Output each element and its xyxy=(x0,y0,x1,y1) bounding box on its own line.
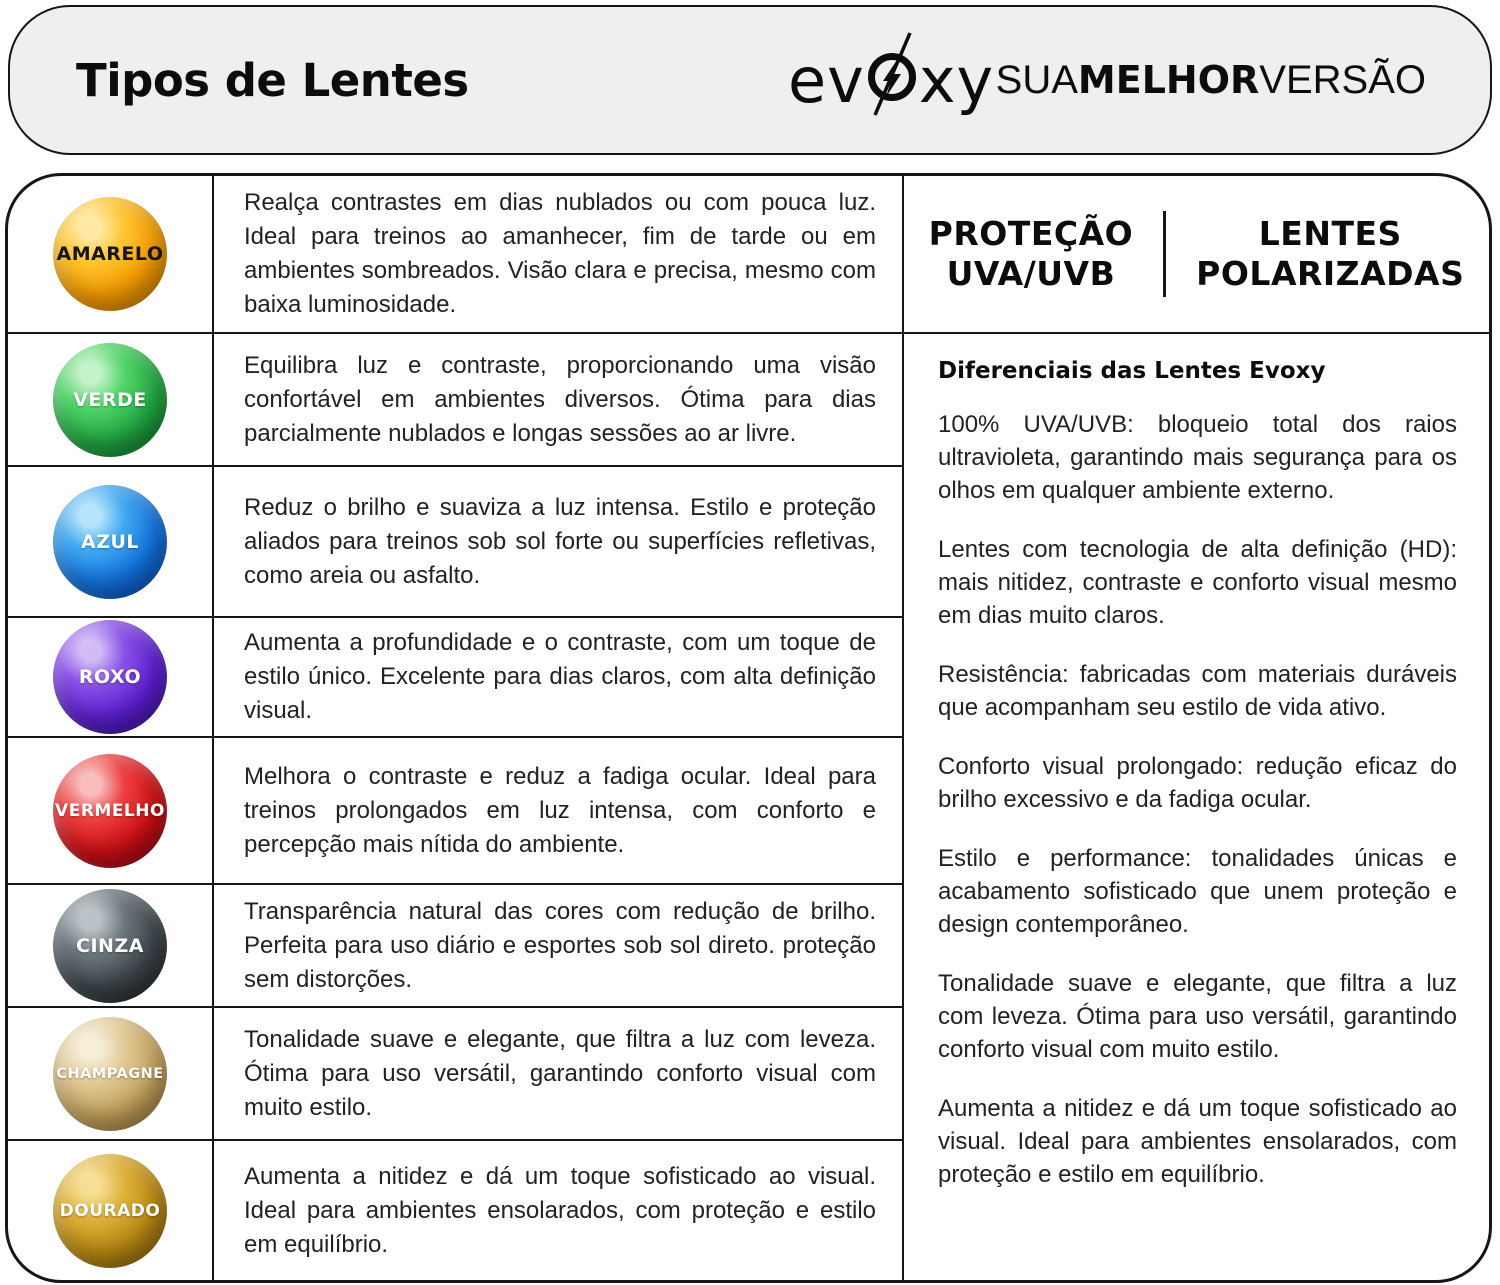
vertical-divider xyxy=(1163,211,1166,297)
table-row-dourado xyxy=(8,1141,902,1280)
lens-sphere-champagne xyxy=(53,1017,167,1131)
differentials-title: Diferenciais das Lentes Evoxy xyxy=(938,358,1326,384)
lens-label: CHAMPAGNE xyxy=(56,1065,164,1082)
sphere-cell xyxy=(8,885,214,1006)
table-row-roxo xyxy=(8,618,902,738)
differential-paragraph-resistencia: Resistência: fabricadas com materiais duráveis que acompanham seu estilo de vida ativo. xyxy=(938,661,1457,721)
polarized-heading-line-2: POLARIZADAS xyxy=(1196,254,1465,293)
table-row-azul xyxy=(8,467,902,618)
differential-paragraph-nitidez: Aumenta a nitidez e dá um toque sofisticado ao visual. Ideal para ambientes ensolarados, com proteção e estilo em equilíbrio. xyxy=(938,1095,1457,1188)
sphere-cell xyxy=(8,738,214,883)
page-title: Tipos de Lentes xyxy=(76,53,469,107)
lens-label: CINZA xyxy=(76,934,144,957)
description-cell xyxy=(214,467,902,616)
sphere-cell xyxy=(8,1141,214,1280)
lens-description: Aumenta a profundidade e o contraste, com um toque de estilo único. Excelente para dias claros, com alta definição visual. xyxy=(244,629,876,724)
lens-sphere-cinza xyxy=(53,889,167,1003)
logo-text-left: ev xyxy=(788,43,865,117)
uv-heading-line-2: UVA/UVB xyxy=(946,254,1116,293)
tagline-post: VERSÃO xyxy=(1259,57,1426,102)
differential-paragraph-uv: 100% UVA/UVB: bloqueio total dos raios ultravioleta, garantindo mais segurança para os olhos em qualquer ambiente externo. xyxy=(938,411,1457,504)
differential-paragraph-conforto: Conforto visual prolongado: redução eficaz do brilho excessivo e da fadiga ocular. xyxy=(938,753,1457,813)
sphere-cell xyxy=(8,1008,214,1139)
lens-description: Tonalidade suave e elegante, que filtra a luz com leveza. Ótima para uso versátil, garantindo conforto visual com muito estilo. xyxy=(244,1025,876,1121)
lens-label: VERDE xyxy=(73,388,147,411)
differential-paragraph-estilo: Estilo e performance: tonalidades únicas e acabamento sofisticado que unem proteção e design contemporâneo. xyxy=(938,845,1457,938)
lightning-bolt-icon xyxy=(867,27,917,134)
lens-description: Equilibra luz e contraste, proporcionando uma visão confortável em ambientes diversos. Ótima para dias parcialmente nublados e longas sessões ao ar livre. xyxy=(244,351,876,447)
description-cell xyxy=(214,176,902,332)
table-row-cinza xyxy=(8,885,902,1008)
tagline xyxy=(996,7,1426,153)
logo-text-right: xy xyxy=(918,43,995,117)
uv-heading-line-1: PROTEÇÃO xyxy=(928,214,1134,253)
lens-sphere-vermelho xyxy=(53,754,167,868)
table-row-amarelo xyxy=(8,176,902,334)
uv-protection-heading xyxy=(929,214,1134,294)
lens-label: DOURADO xyxy=(59,1200,161,1221)
polarized-heading-line-1: LENTES xyxy=(1258,214,1402,253)
header-bar xyxy=(8,5,1492,155)
table-row-champagne xyxy=(8,1008,902,1141)
lens-description: Transparência natural das cores com redução de brilho. Perfeita para uso diário e esportes sob sol direto. proteção sem distorções. xyxy=(244,897,876,993)
sphere-cell xyxy=(8,467,214,616)
main-content-box xyxy=(5,173,1492,1283)
lens-sphere-verde xyxy=(53,343,167,457)
lens-label: ROXO xyxy=(78,666,142,688)
brand-logo xyxy=(788,7,994,153)
lens-sphere-dourado xyxy=(53,1154,167,1268)
tagline-pre: SUA xyxy=(995,57,1078,102)
sphere-cell xyxy=(8,334,214,465)
right-panel-header xyxy=(904,176,1489,334)
lens-description: Realça contrastes em dias nublados ou com pouca luz. Ideal para treinos ao amanhecer, fim de tarde ou em ambientes sombreados. Visão clara e precisa, mesmo com baixa luminosidade. xyxy=(244,189,876,318)
differential-paragraph-tonalidade: Tonalidade suave e elegante, que filtra a luz com leveza. Ótima para uso versátil, garantindo conforto visual com muito estilo. xyxy=(938,970,1457,1063)
description-cell xyxy=(214,618,902,736)
sphere-cell xyxy=(8,176,214,332)
lens-description: Reduz o brilho e suaviza a luz intensa. Estilo e proteção aliados para treinos sob sol forte ou superfícies refletivas, como areia ou asfalto. xyxy=(244,493,876,589)
table-row-verde xyxy=(8,334,902,467)
description-cell xyxy=(214,1141,902,1280)
right-panel xyxy=(904,176,1489,1280)
description-cell xyxy=(214,334,902,465)
sphere-cell xyxy=(8,618,214,736)
right-panel-body xyxy=(904,334,1489,1280)
tagline-bold: MELHOR xyxy=(1077,58,1260,102)
polarized-lenses-heading xyxy=(1196,214,1464,294)
table-row-vermelho xyxy=(8,738,902,885)
description-cell xyxy=(214,1008,902,1139)
lens-label: AZUL xyxy=(80,530,140,553)
description-cell xyxy=(214,885,902,1006)
differential-paragraph-hd: Lentes com tecnologia de alta definição (HD): mais nitidez, contraste e conforto visual mesmo em dias muito claros. xyxy=(938,536,1457,629)
lens-sphere-amarelo xyxy=(53,197,167,311)
lens-description: Melhora o contraste e reduz a fadiga ocular. Ideal para treinos prolongados em luz intensa, com conforto e percepção mais nítida do ambiente. xyxy=(244,762,876,858)
lens-table xyxy=(8,176,904,1280)
lens-sphere-roxo xyxy=(53,620,167,734)
description-cell xyxy=(214,738,902,883)
lens-label: AMARELO xyxy=(56,243,164,265)
lens-sphere-azul xyxy=(53,485,167,599)
lens-description: Aumenta a nitidez e dá um toque sofisticado ao visual. Ideal para ambientes ensolarados, com proteção e estilo em equilíbrio. xyxy=(244,1162,876,1258)
lens-label: VERMELHO xyxy=(55,800,165,821)
